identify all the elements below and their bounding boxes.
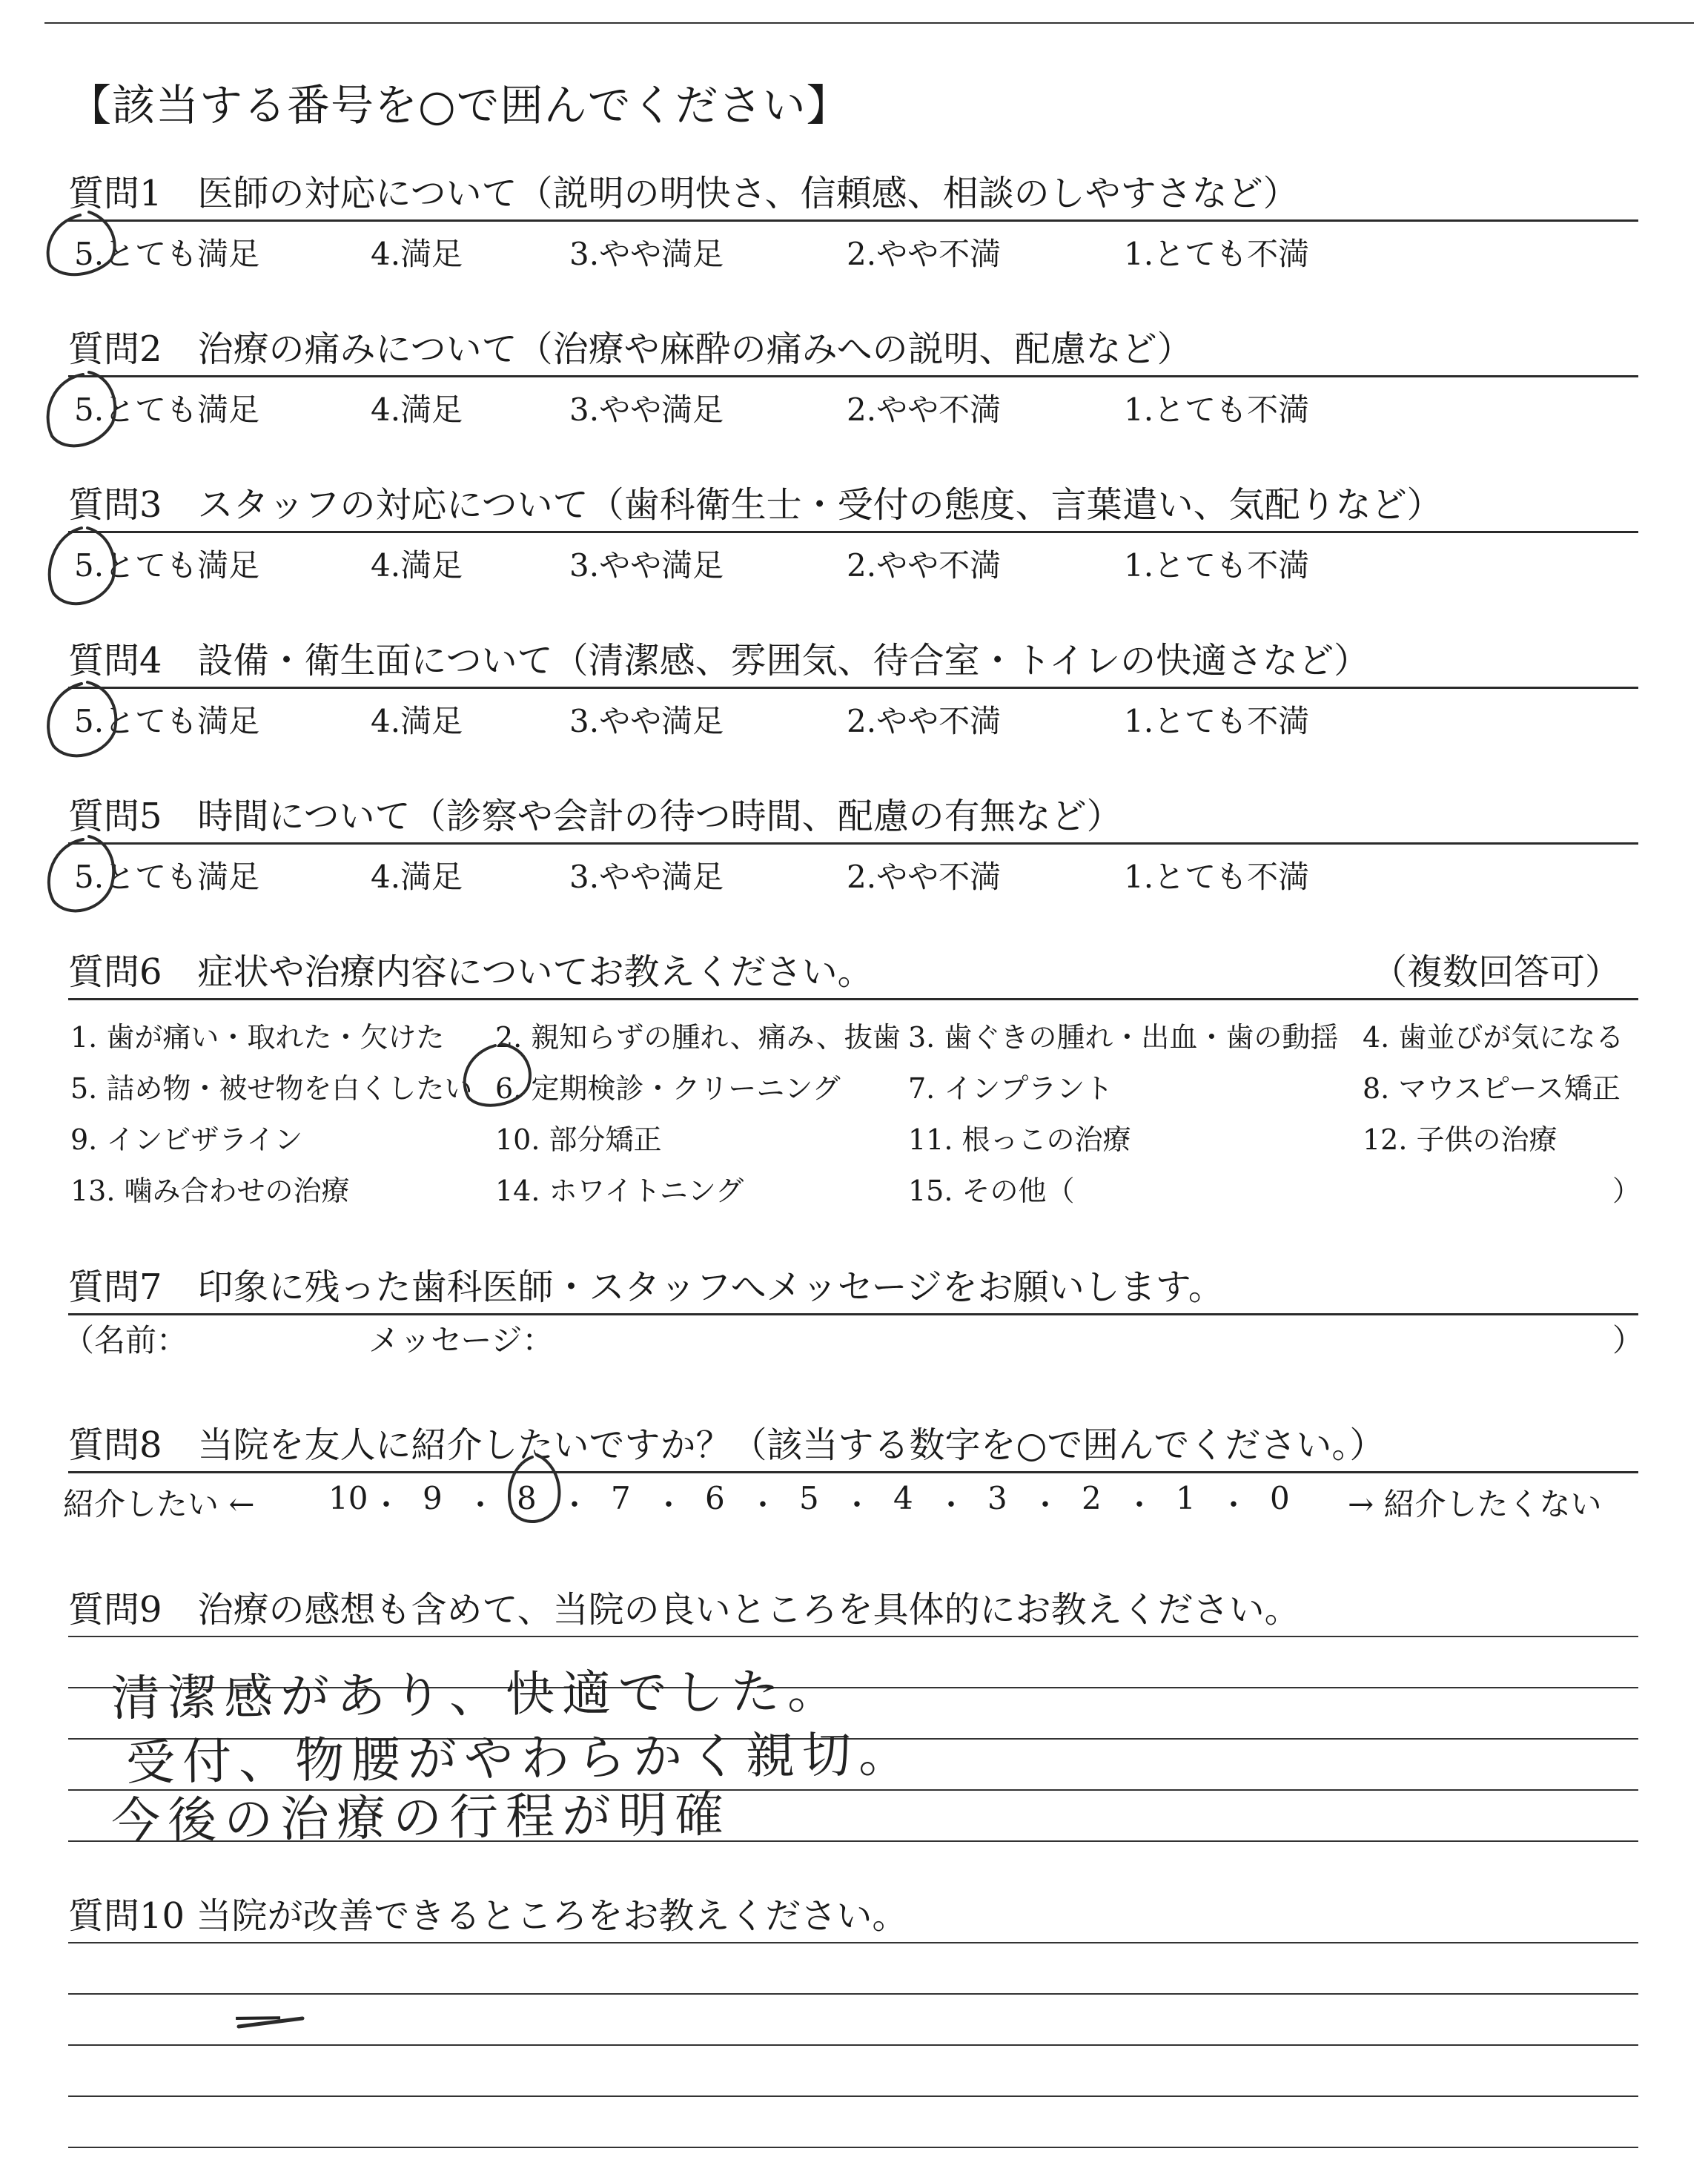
q8-scale-value-2[interactable]: 2 [1082, 1480, 1102, 1516]
q8-scale-separator: ・ [466, 1488, 495, 1522]
q8-scale-value-8[interactable]: 8 [517, 1480, 537, 1516]
question-3-underline [68, 531, 1638, 533]
q8-scale-value-10[interactable]: 10 [328, 1480, 368, 1516]
q8-scale-separator: ・ [842, 1488, 872, 1522]
q1-option-2[interactable]: 2.やや不満 [847, 236, 1002, 272]
q10-line-4 [68, 2095, 1638, 2097]
q8-scale-separator: ・ [748, 1488, 778, 1522]
q6-other-close-paren: ） [1612, 1175, 1641, 1207]
q2-option-2[interactable]: 2.やや不満 [847, 392, 1002, 428]
q2-option-1[interactable]: 1.とても不満 [1124, 392, 1310, 428]
question-8-text: 質問8 当院を友人に紹介したいですか？（該当する数字を○で囲んでください。） [68, 1424, 1386, 1466]
q6-option-7[interactable]: 7. インプラント [908, 1072, 1113, 1105]
q6-option-1[interactable]: 1. 歯が痛い・取れた・欠けた [70, 1021, 445, 1054]
q6-option-13[interactable]: 13. 噛み合わせの治療 [70, 1175, 350, 1207]
q8-scale-separator: ・ [936, 1488, 966, 1522]
q4-option-2[interactable]: 2.やや不満 [847, 703, 1002, 739]
question-10-text: 質問10 当院が改善できるところをお教えください。 [68, 1895, 908, 1937]
q3-option-1[interactable]: 1.とても不満 [1124, 547, 1310, 584]
question-2-underline [68, 375, 1638, 377]
q10-answer: ― [235, 1989, 288, 2042]
q1-option-1[interactable]: 1.とても不満 [1124, 236, 1310, 272]
q3-option-2[interactable]: 2.やや不満 [847, 547, 1002, 584]
q8-scale-separator: ・ [371, 1488, 401, 1522]
question-5-text: 質問5 時間について（診察や会計の待つ時間、配慮の有無など） [68, 796, 1122, 837]
question-1-text: 質問1 医師の対応について（説明の明快さ、信頼感、相談のしやすさなど） [68, 173, 1299, 214]
q6-option-4[interactable]: 4. 歯並びが気になる [1363, 1021, 1624, 1054]
q4-option-3[interactable]: 3.やや満足 [569, 703, 724, 739]
q8-scale-value-1[interactable]: 1 [1176, 1480, 1196, 1516]
q10-line-1 [68, 1942, 1638, 1943]
top-edge-line [44, 22, 1694, 24]
q5-option-1[interactable]: 1.とても不満 [1124, 859, 1310, 895]
q4-option-4[interactable]: 4.満足 [371, 703, 463, 739]
q8-scale-value-6[interactable]: 6 [705, 1480, 725, 1516]
question-4-text: 質問4 設備・衛生面について（清潔感、雰囲気、待合室・トイレの快適さなど） [68, 640, 1370, 681]
question-4-underline [68, 687, 1638, 689]
q10-line-3 [68, 2044, 1638, 2046]
question-6-note: （複数回答可） [1371, 951, 1621, 993]
q8-right-label: → 紹介したくない [1348, 1486, 1602, 1522]
question-1-underline [68, 219, 1638, 222]
q5-option-4[interactable]: 4.満足 [371, 859, 463, 895]
q3-option-5[interactable]: 5.とても満足 [74, 547, 260, 584]
q6-option-3[interactable]: 3. 歯ぐきの腫れ・出血・歯の動揺 [908, 1021, 1339, 1054]
q7-close-paren: ） [1612, 1322, 1644, 1358]
question-7-text: 質問7 印象に残った歯科医師・スタッフへメッセージをお願いします。 [68, 1266, 1224, 1308]
q8-scale-value-0[interactable]: 0 [1270, 1480, 1290, 1516]
q8-scale-separator: ・ [1219, 1488, 1248, 1522]
q6-option-6[interactable]: 6. 定期検診・クリーニング [495, 1072, 841, 1105]
question-8-underline [68, 1471, 1638, 1473]
q6-option-10[interactable]: 10. 部分矯正 [495, 1123, 662, 1156]
question-6-underline [68, 998, 1638, 1000]
q8-scale-value-3[interactable]: 3 [987, 1480, 1007, 1516]
q3-option-3[interactable]: 3.やや満足 [569, 547, 724, 584]
q2-option-3[interactable]: 3.やや満足 [569, 392, 724, 428]
q1-option-3[interactable]: 3.やや満足 [569, 236, 724, 272]
q8-scale-value-4[interactable]: 4 [893, 1480, 913, 1516]
q5-option-3[interactable]: 3.やや満足 [569, 859, 724, 895]
question-2-text: 質問2 治療の痛みについて（治療や麻酔の痛みへの説明、配慮など） [68, 328, 1193, 370]
q2-option-4[interactable]: 4.満足 [371, 392, 463, 428]
q6-option-14[interactable]: 14. ホワイトニング [495, 1175, 744, 1207]
q9-answer-line-1: 清潔感があり、快適でした。 [110, 1662, 844, 1728]
question-7-underline [68, 1313, 1638, 1315]
q5-option-5[interactable]: 5.とても満足 [74, 859, 260, 895]
q6-option-15[interactable]: 15. その他（ [908, 1175, 1075, 1207]
q2-option-5[interactable]: 5.とても満足 [74, 392, 260, 428]
q8-scale-separator: ・ [1125, 1488, 1154, 1522]
q1-option-4[interactable]: 4.満足 [371, 236, 463, 272]
question-9-text: 質問9 治療の感想も含めて、当院の良いところを具体的にお教えください。 [68, 1589, 1300, 1631]
q6-option-9[interactable]: 9. インビザライン [70, 1123, 303, 1156]
q7-name-label: （名前： [63, 1322, 188, 1358]
q6-option-2[interactable]: 2. 親知らずの腫れ、痛み、抜歯 [495, 1021, 901, 1054]
question-6-text: 質問6 症状や治療内容についてお教えください。 [68, 951, 873, 993]
q4-option-5[interactable]: 5.とても満足 [74, 703, 260, 739]
q8-scale-value-5[interactable]: 5 [799, 1480, 819, 1516]
q5-option-2[interactable]: 2.やや不満 [847, 859, 1002, 895]
q6-option-8[interactable]: 8. マウスピース矯正 [1363, 1072, 1621, 1105]
q8-left-label: 紹介したい ← [63, 1486, 255, 1522]
q8-scale-separator: ・ [1030, 1488, 1060, 1522]
q8-scale-value-7[interactable]: 7 [611, 1480, 631, 1516]
q1-option-5[interactable]: 5.とても満足 [74, 236, 260, 272]
q10-line-5 [68, 2147, 1638, 2148]
q8-scale-separator: ・ [654, 1488, 683, 1522]
q6-option-5[interactable]: 5. 詰め物・被せ物を白くしたい [70, 1072, 473, 1105]
q9-answer-line-3: 今後の治療の行程が明確 [110, 1786, 732, 1850]
q9-line-1 [68, 1636, 1638, 1637]
q8-scale-separator: ・ [560, 1488, 589, 1522]
page-title: 【該当する番号を○で囲んでください】 [68, 80, 850, 131]
q9-answer-line-2: 受付、物腰がやわらかく親切。 [125, 1725, 916, 1791]
q3-option-4[interactable]: 4.満足 [371, 547, 463, 584]
question-3-text: 質問3 スタッフの対応について（歯科衛生士・受付の態度、言葉遣い、気配りなど） [68, 484, 1443, 526]
q4-option-1[interactable]: 1.とても不満 [1124, 703, 1310, 739]
q8-scale-value-9[interactable]: 9 [423, 1480, 443, 1516]
q7-message-label: メッセージ： [368, 1322, 554, 1358]
q6-option-11[interactable]: 11. 根っこの治療 [908, 1123, 1131, 1156]
q6-option-12[interactable]: 12. 子供の治療 [1363, 1123, 1558, 1156]
q10-line-2 [68, 1993, 1638, 1995]
question-5-underline [68, 842, 1638, 845]
